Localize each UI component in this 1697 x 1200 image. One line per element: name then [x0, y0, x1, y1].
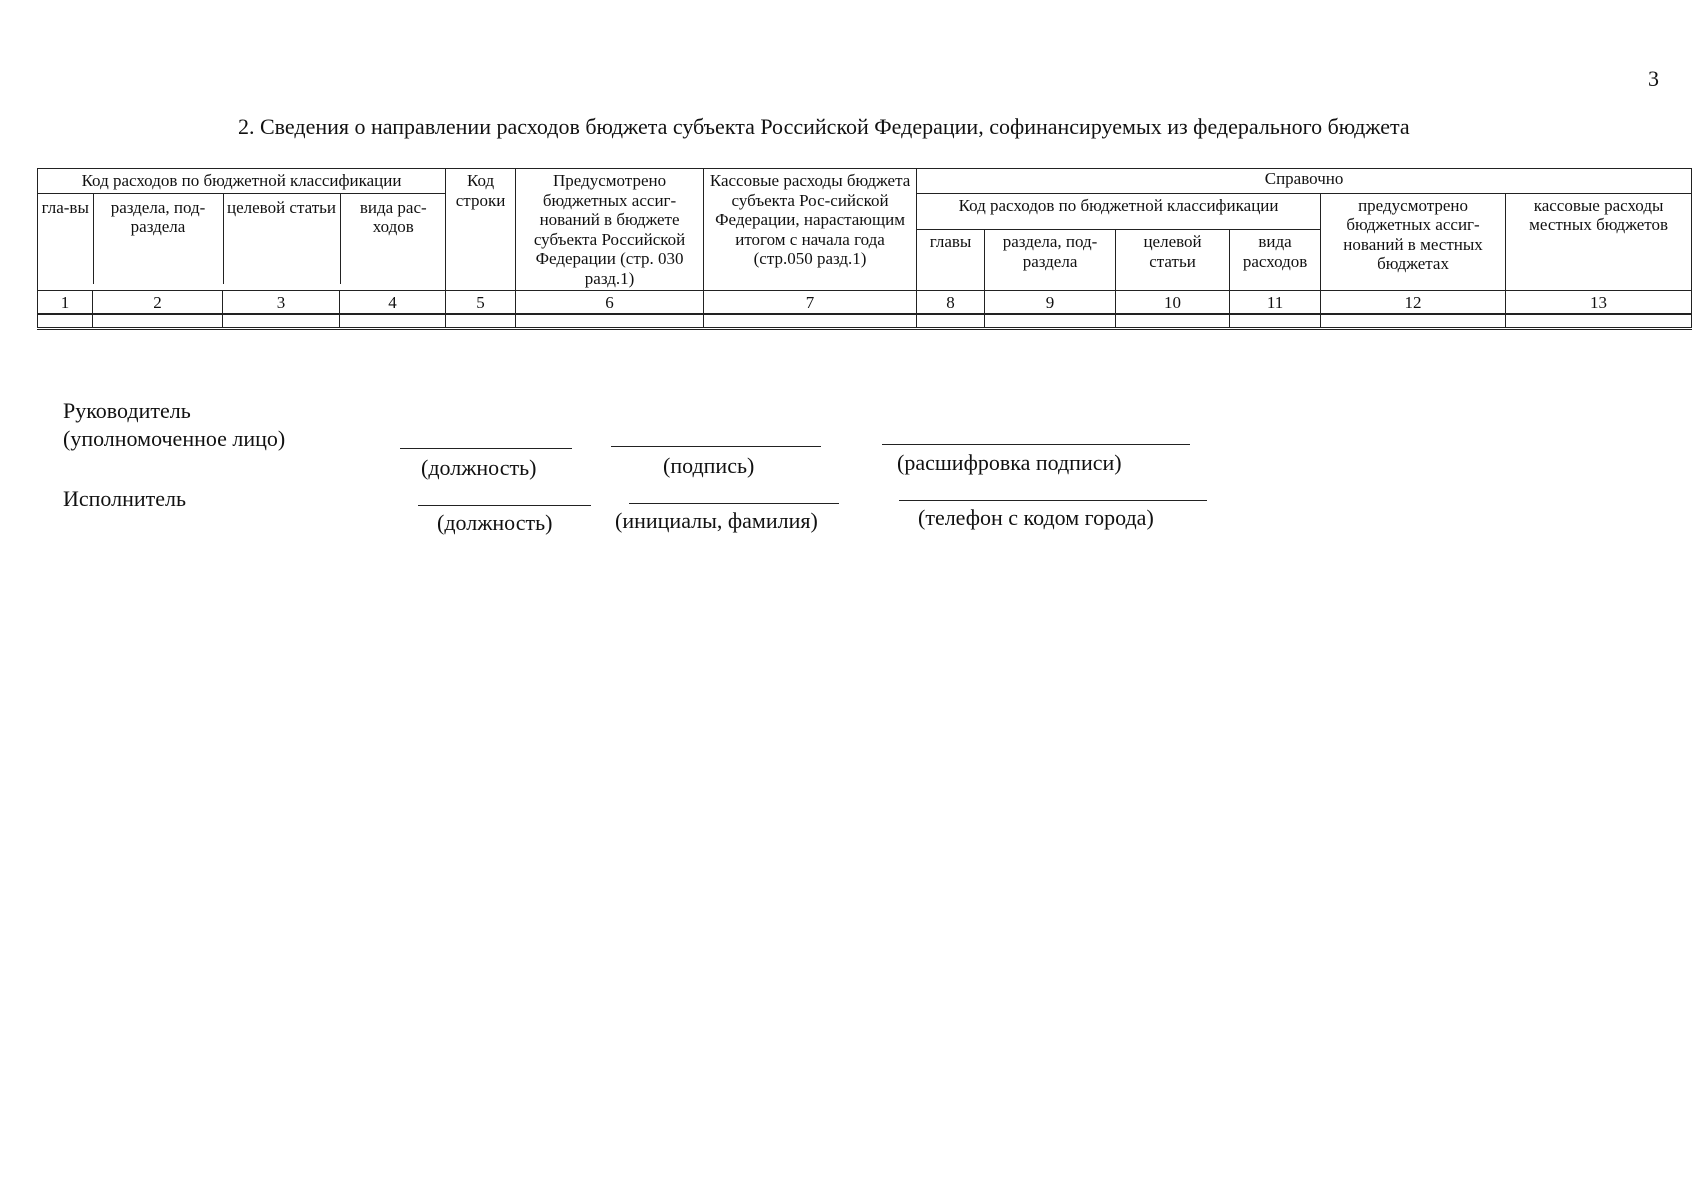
caption-initials-surname: (инициалы, фамилия) [615, 508, 818, 533]
column-number: 7 [704, 291, 917, 315]
header-chapter-2: главы [917, 230, 985, 291]
column-number: 3 [223, 291, 340, 315]
column-number: 13 [1506, 291, 1692, 315]
column-number: 1 [38, 291, 93, 315]
caption-position-2: (должность) [437, 510, 553, 535]
table-cell [1230, 314, 1321, 329]
table-cell [1321, 314, 1506, 329]
position-line [400, 448, 572, 449]
caption-signature: (подпись) [663, 453, 755, 478]
column-number: 10 [1116, 291, 1230, 315]
column-number: 5 [446, 291, 516, 315]
budget-expenses-table [37, 168, 1692, 330]
header-planned-local: предусмотрено бюджетных ассиг-нований в местных бюджетах [1321, 193, 1506, 291]
column-number: 4 [340, 291, 446, 315]
header-planned-assignments: Предусмотрено бюджетных ассиг-нований в бюджете субъекта Российской Федерации (стр. 030 разд.1) [516, 169, 704, 291]
table-row [38, 314, 1692, 329]
column-number: 6 [516, 291, 704, 315]
phone-line [899, 500, 1207, 501]
table-cell [917, 314, 985, 329]
header-target-article: целевой статьи [223, 194, 340, 284]
header-section: раздела, под-раздела [93, 194, 223, 284]
caption-position: (должность) [421, 455, 537, 480]
header-row-code: Код строки [446, 169, 516, 291]
header-reference-group: Справочно [917, 169, 1692, 194]
header-target-article-2: целевой статьи [1116, 230, 1230, 291]
column-number: 12 [1321, 291, 1506, 315]
table-cell [985, 314, 1116, 329]
header-expense-type-2: вида расходов [1230, 230, 1321, 291]
header-code-subgroup-spacer [38, 193, 446, 291]
header-code-group: Код расходов по бюджетной классификации [38, 169, 446, 194]
header-cash-local: кассовые расходы местных бюджетов [1506, 193, 1692, 291]
column-number: 2 [93, 291, 223, 315]
page-title: 2. Сведения о направлении расходов бюджета субъекта Российской Федерации, софинансируемых из федерального бюджета [238, 114, 1410, 139]
table-cell [340, 314, 446, 329]
table-cell [704, 314, 917, 329]
header-expense-type: вида рас-ходов [359, 197, 427, 237]
column-number: 8 [917, 291, 985, 315]
table-cell [93, 314, 223, 329]
page-number: 3 [1648, 66, 1659, 91]
label-head: Руководитель [63, 398, 191, 423]
name-line [629, 503, 839, 504]
header-cash-expenses: Кассовые расходы бюджета субъекта Рос-сийской Федерации, нарастающим итогом с начала года (стр.050 разд.1) [704, 169, 917, 291]
signature-transcript-line [882, 444, 1190, 445]
column-number: 11 [1230, 291, 1321, 315]
column-number: 9 [985, 291, 1116, 315]
header-section-2: раздела, под-раздела [985, 230, 1116, 291]
label-executor: Исполнитель [63, 486, 187, 511]
caption-signature-transcript: (расшифровка подписи) [897, 450, 1122, 475]
signature-line [611, 446, 821, 447]
table-cell [38, 314, 93, 329]
caption-phone: (телефон с кодом города) [918, 505, 1154, 530]
table-cell [223, 314, 340, 329]
label-authorized-person: (уполномоченное лицо) [63, 426, 286, 451]
header-code-group-2: Код расходов по бюджетной классификации [917, 193, 1321, 230]
table-cell [1116, 314, 1230, 329]
table-cell [446, 314, 516, 329]
position-line-2 [418, 505, 591, 506]
table-cell [1506, 314, 1692, 329]
header-chapter: гла-вы [38, 194, 93, 284]
table-cell [516, 314, 704, 329]
